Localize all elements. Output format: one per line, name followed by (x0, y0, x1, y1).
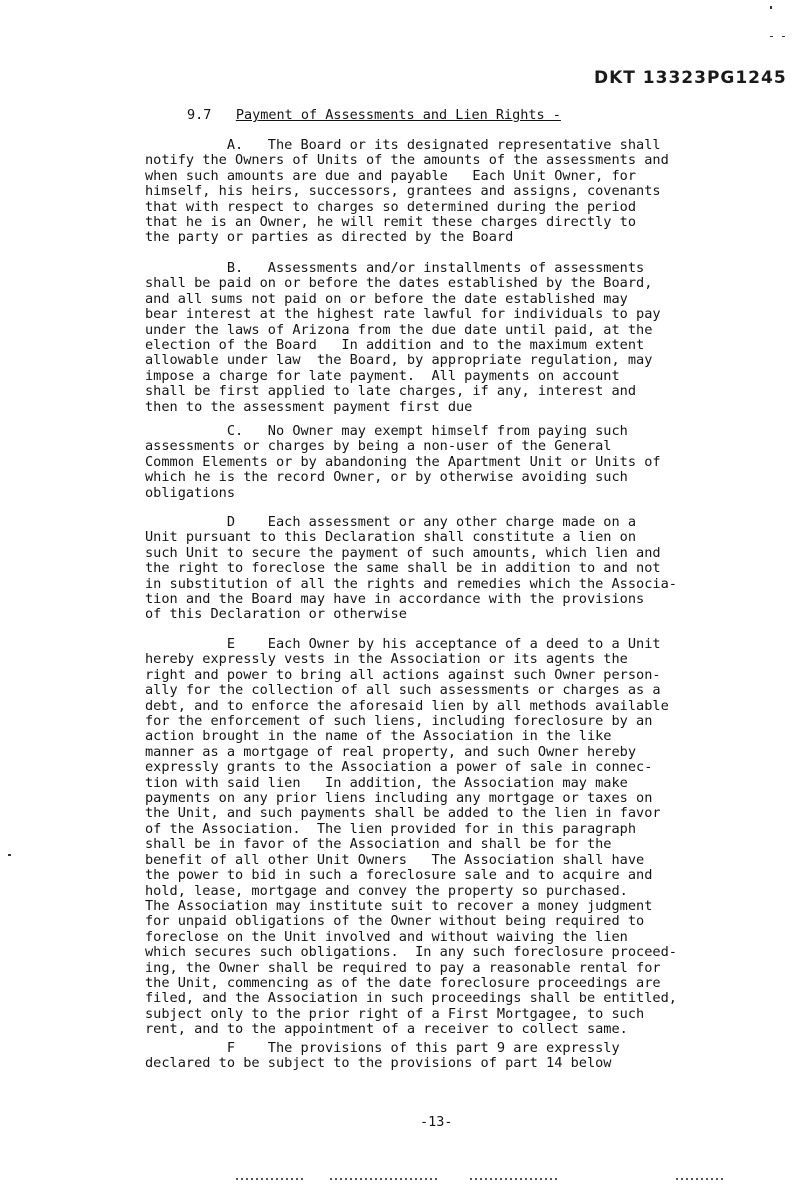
paragraph-d: D Each assessment or any other charge made on a Unit pursuant to this Declaration shall constitute a lien on such Unit to secure the payment of such amounts, which lien and the right to foreclose the same shall be in addition to and not in substitution of all the rights and remedies which the Associa- tion and the Board may have in accordance with the provisions of this Declaration or otherwise (145, 514, 677, 623)
docket-number: DKT 13323PG1245 (594, 68, 787, 88)
paragraph-c: C. No Owner may exempt himself from paying such assessments or charges by being a non-user of the General Common Elements or by abandoning the Apartment Unit or Units of which he is the record Owner, or by otherwise avoiding such obligations (145, 423, 661, 501)
scan-noise (330, 1178, 440, 1180)
paragraph-f: F The provisions of this part 9 are expressly declared to be subject to the provisions of part 14 below (145, 1040, 620, 1072)
page-number: -13- (420, 1114, 453, 1130)
section-heading (187, 107, 561, 123)
scan-noise (676, 1178, 726, 1180)
paragraph-e: E Each Owner by his acceptance of a deed to a Unit hereby expressly vests in the Association or its agents the right and power to bring all actions against such Owner person- ally for the collection of all such assessments or charges as a debt, and to enforce the aforesaid lien by all methods available for the enforcement of such liens, including foreclosure by an action brought in the name of the Association in the like manner as a mortgage of real property, and such Owner hereby expressly grants to the Association a power of sale in connec- tion with said lien In addition, the Association may make payments on any prior liens including any mortgage or taxes on the Unit, and such payments shall be added to the lien in favor of the Association. The lien provided for in this paragraph shall be in favor of the Association and shall be for the benefit of all other Unit Owners The Association shall have the power to bid in such a foreclosure sale and to acquire and hold, lease, mortgage and convey the property so purchased. The Association may institute suit to recover a money judgment for unpaid obligations of the Owner without being required to foreclose on the Unit involved and without waiving the lien which secures such obligations. In any such foreclosure proceed- ing, the Owner shall be required to pay a reasonable rental for the Unit, commencing as of the date foreclosure proceedings are filed, and the Association in such proceedings shall be entitled, subject only to the prior right of a First Mortgagee, to such rent, and to the appointment of a receiver to collect same. (145, 636, 677, 1038)
scan-noise (470, 1178, 560, 1180)
scan-noise (236, 1178, 306, 1180)
scan-speck (782, 36, 785, 37)
paragraph-a: A. The Board or its designated representative shall notify the Owners of Units of the amounts of the assessments and when such amounts are due and payable Each Unit Owner, for himself, his heirs, successors, grantees and assigns, covenants that with respect to charges so determined during the period that he is an Owner, he will remit these charges directly to the party or parties as directed by the Board (145, 137, 669, 246)
paragraph-b: B. Assessments and/or installments of assessments shall be paid on or before the dates established by the Board, and all sums not paid on or before the date established may bear interest at the highest rate lawful for individuals to pay under the laws of Arizona from the due date until paid, at the election of the Board In addition and to the maximum extent allowable under law the Board, by appropriate regulation, may impose a charge for late payment. All payments on account shall be first applied to late charges, if any, interest and then to the assessment payment first due (145, 260, 661, 415)
scan-speck (770, 6, 772, 9)
section-title: Payment of Assessments and Lien Rights - (235, 107, 561, 123)
scan-speck (770, 36, 773, 37)
scan-speck (8, 854, 11, 856)
section-number: 9.7 (187, 107, 212, 123)
